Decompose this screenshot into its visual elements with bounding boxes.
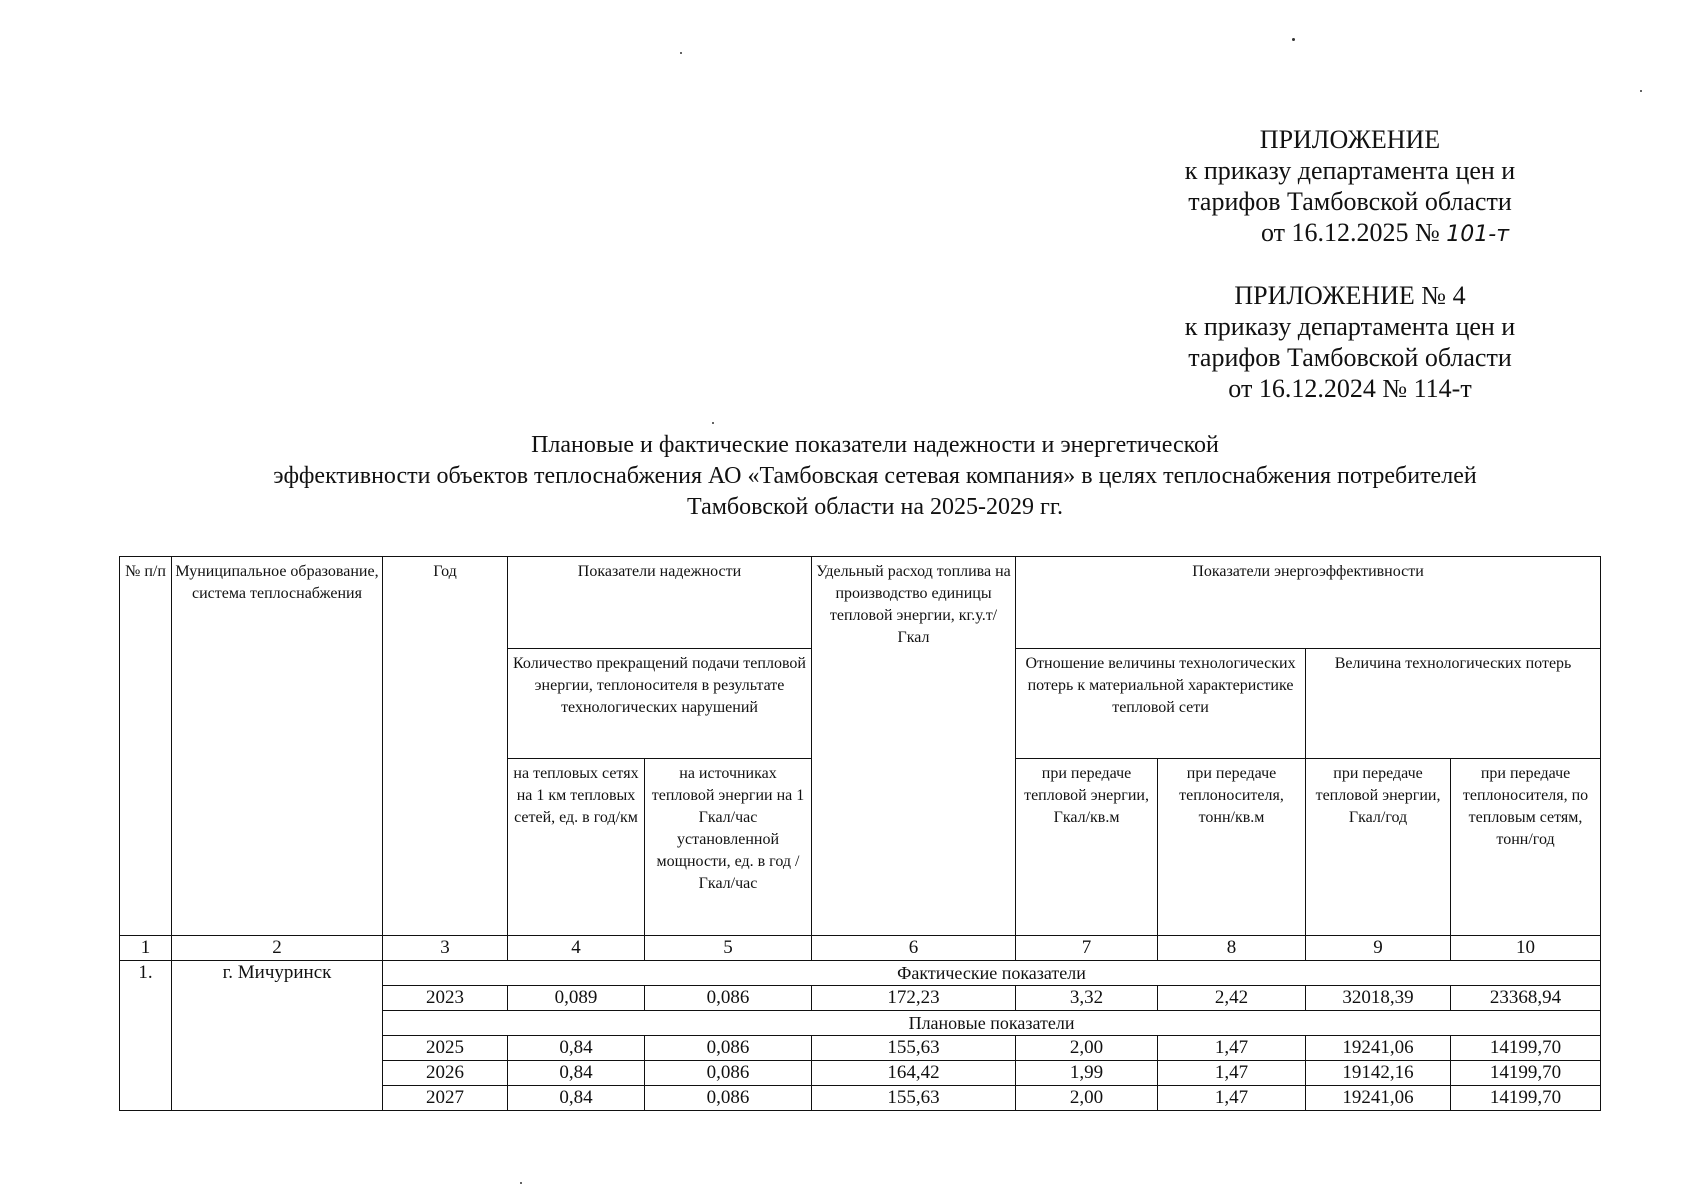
cell-value: 14199,70 xyxy=(1451,1036,1601,1061)
cell-value: 0,086 xyxy=(645,1086,812,1111)
cell-value: 0,086 xyxy=(645,986,812,1011)
column-number: 3 xyxy=(383,936,508,961)
scan-speck xyxy=(680,52,682,54)
appendix-title: ПРИЛОЖЕНИЕ № 4 xyxy=(1234,281,1466,310)
indicators-table xyxy=(119,556,1601,1111)
cell-value: 14199,70 xyxy=(1451,1086,1601,1111)
column-number: 7 xyxy=(1016,936,1158,961)
scan-speck xyxy=(1640,90,1642,92)
cell-value: 155,63 xyxy=(812,1036,1016,1061)
appendix-date: от 16.12.2024 № 114-т xyxy=(1228,374,1472,403)
cell-value: 172,23 xyxy=(812,986,1016,1011)
cell-value: 1,47 xyxy=(1158,1036,1306,1061)
header-municipality: Муниципальное образование, система теплоснабжения xyxy=(172,557,383,936)
header-reliability: Показатели надежности xyxy=(508,557,812,649)
appendix-date: от 16.12.2025 № xyxy=(1260,218,1440,247)
appendix-line: к приказу департамента цен и xyxy=(1184,312,1516,341)
column-number: 8 xyxy=(1158,936,1306,961)
cell-year: 2026 xyxy=(383,1061,508,1086)
column-number: 6 xyxy=(812,936,1016,961)
cell-value: 19142,16 xyxy=(1306,1061,1451,1086)
appendix-date-line xyxy=(1150,217,1550,250)
cell-value: 0,086 xyxy=(645,1036,812,1061)
appendix-line: тарифов Тамбовской области xyxy=(1188,187,1512,216)
row-number: 1. xyxy=(120,961,172,1111)
planned-indicators-label: Плановые показатели xyxy=(383,1011,1601,1036)
cell-value: 19241,06 xyxy=(1306,1036,1451,1061)
cell-value: 0,089 xyxy=(508,986,645,1011)
header-col9: при передаче тепловой энергии, Гкал/год xyxy=(1306,759,1451,936)
cell-value: 0,84 xyxy=(508,1086,645,1111)
appendix-line: к приказу департамента цен и xyxy=(1184,156,1516,185)
cell-value: 0,84 xyxy=(508,1061,645,1086)
cell-value: 19241,06 xyxy=(1306,1086,1451,1111)
title-line: Плановые и фактические показатели надежности и энергетической xyxy=(531,432,1219,458)
header-num: № п/п xyxy=(120,557,172,936)
cell-value: 3,32 xyxy=(1016,986,1158,1011)
header-col10: при передаче теплоносителя, по тепловым сетям, тонн/год xyxy=(1451,759,1601,936)
header-col5: на источниках тепловой энергии на 1 Гкал/час установленной мощности, ед. в год /Гкал/час xyxy=(645,759,812,936)
scan-speck xyxy=(1292,38,1295,41)
column-number: 9 xyxy=(1306,936,1451,961)
header-col4: на тепловых сетях на 1 км тепловых сетей, ед. в год/км xyxy=(508,759,645,936)
title-line: эффективности объектов теплоснабжения АО «Тамбовская сетевая компания» в целях теплоснабжения потребителей xyxy=(273,463,1477,489)
cell-value: 2,00 xyxy=(1016,1086,1158,1111)
cell-value: 2,00 xyxy=(1016,1036,1158,1061)
title-line: Тамбовской области на 2025-2029 гг. xyxy=(687,494,1063,520)
header-fuel: Удельный расход топлива на производство единицы тепловой энергии, кг.у.т/Гкал xyxy=(812,557,1016,936)
cell-value: 32018,39 xyxy=(1306,986,1451,1011)
header-energy-efficiency: Показатели энергоэффективности xyxy=(1016,557,1601,649)
header-col7: при передаче тепловой энергии, Гкал/кв.м xyxy=(1016,759,1158,936)
column-number: 5 xyxy=(645,936,812,961)
header-loss-ratio: Отношение величины технологических потерь к материальной характеристике тепловой сети xyxy=(1016,649,1306,759)
cell-value: 155,63 xyxy=(812,1086,1016,1111)
cell-value: 23368,94 xyxy=(1451,986,1601,1011)
cell-year: 2027 xyxy=(383,1086,508,1111)
scan-speck xyxy=(520,1182,522,1184)
document-title xyxy=(150,430,1600,523)
cell-value: 1,99 xyxy=(1016,1061,1158,1086)
appendix-title: ПРИЛОЖЕНИЕ xyxy=(1259,125,1441,154)
cell-value: 164,42 xyxy=(812,1061,1016,1086)
appendix-line: тарифов Тамбовской области xyxy=(1188,343,1512,372)
cell-value: 0,84 xyxy=(508,1036,645,1061)
cell-value: 1,47 xyxy=(1158,1061,1306,1086)
cell-value: 1,47 xyxy=(1158,1086,1306,1111)
actual-indicators-label: Фактические показатели xyxy=(383,961,1601,986)
header-losses: Величина технологических потерь xyxy=(1306,649,1601,759)
header-col8: при передаче теплоносителя, тонн/кв.м xyxy=(1158,759,1306,936)
header-year: Год xyxy=(383,557,508,936)
appendix-4-header xyxy=(1150,280,1550,404)
municipality-name: г. Мичуринск xyxy=(172,961,383,1111)
cell-value: 0,086 xyxy=(645,1061,812,1086)
cell-value: 2,42 xyxy=(1158,986,1306,1011)
scan-speck xyxy=(712,422,714,424)
handwritten-number: 101-т xyxy=(1446,222,1510,247)
column-number: 1 xyxy=(120,936,172,961)
column-number: 2 xyxy=(172,936,383,961)
column-number: 10 xyxy=(1451,936,1601,961)
cell-year: 2023 xyxy=(383,986,508,1011)
header-interruptions: Количество прекращений подачи тепловой энергии, теплоносителя в результате технологических нарушений xyxy=(508,649,812,759)
appendix-header xyxy=(1150,124,1550,250)
cell-year: 2025 xyxy=(383,1036,508,1061)
cell-value: 14199,70 xyxy=(1451,1061,1601,1086)
column-number: 4 xyxy=(508,936,645,961)
